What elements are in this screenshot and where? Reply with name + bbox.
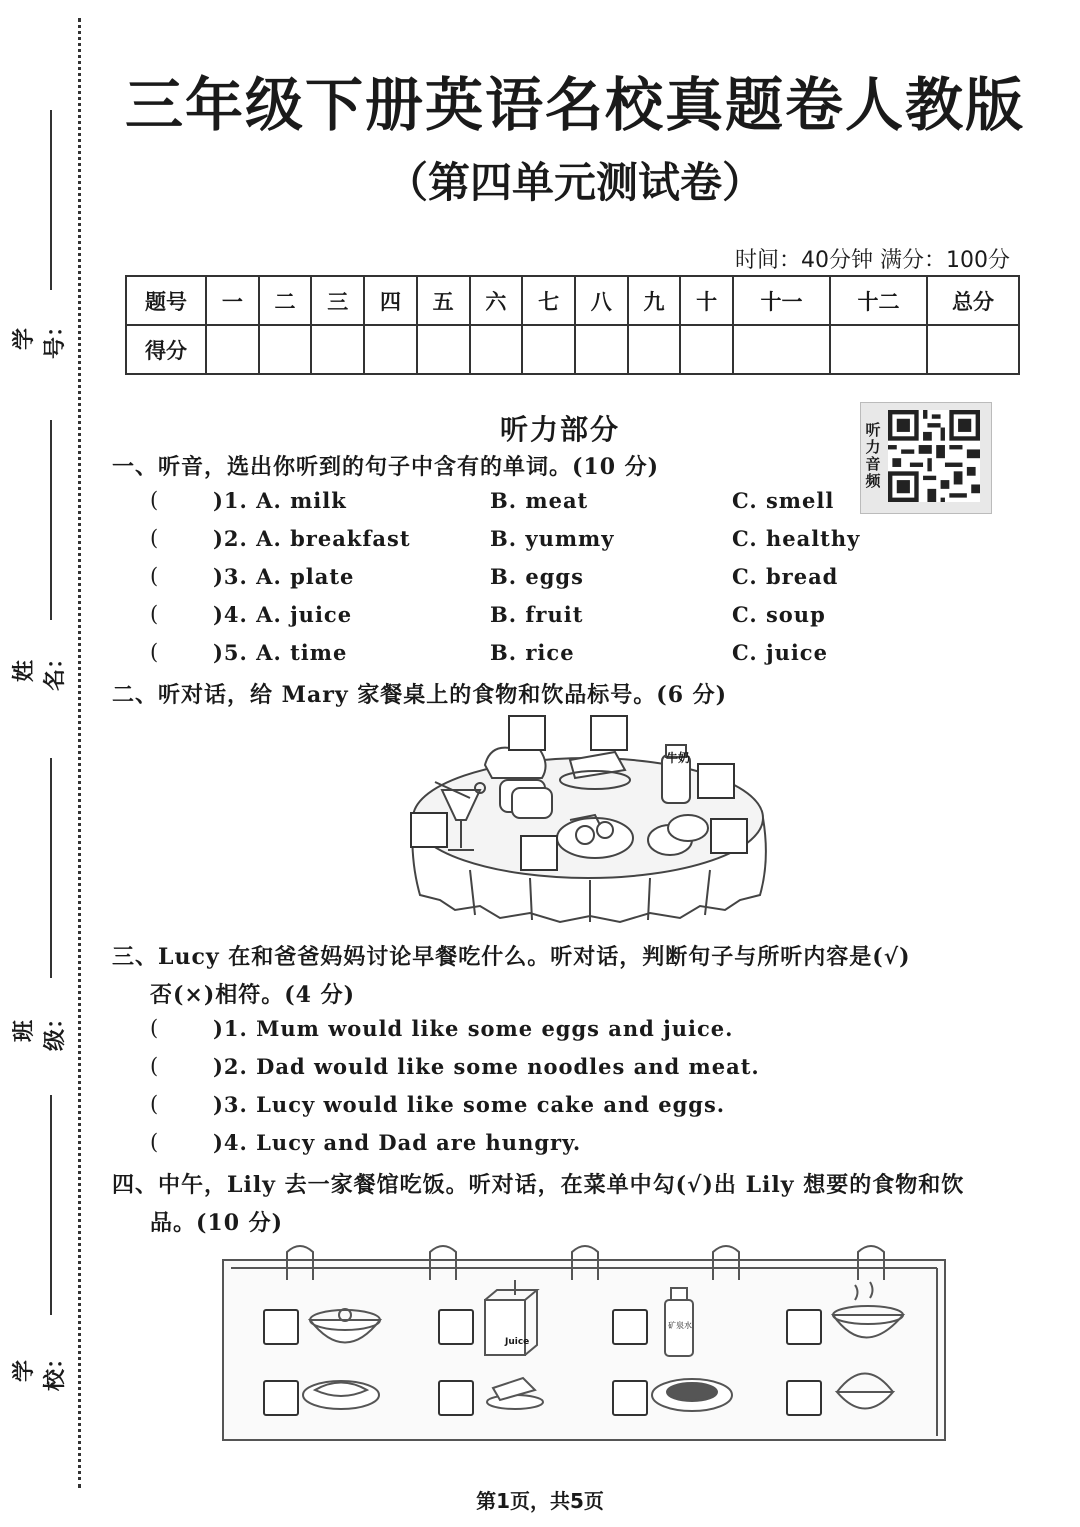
score-table-col: 四 xyxy=(364,276,417,325)
q3-title-continued: 否(×)相符。(4 分) xyxy=(150,982,356,1008)
water-bottle-label: 矿泉水 xyxy=(668,1321,692,1330)
score-cell[interactable] xyxy=(364,325,417,374)
school-label: 学校： xyxy=(12,1346,68,1391)
label-box[interactable] xyxy=(697,763,735,799)
score-table-row-label: 题号 xyxy=(126,276,206,325)
q1-item-2-c: C. healthy xyxy=(732,526,861,551)
qr-caption: 听力音频 xyxy=(865,421,881,490)
q1-item-2-a: )2. A. breakfast xyxy=(213,526,411,551)
score-table-col: 九 xyxy=(628,276,681,325)
school-line xyxy=(50,1095,52,1315)
score-cell[interactable] xyxy=(927,325,1019,374)
q1-item-4-b: B. fruit xyxy=(490,602,584,627)
milk-label-text: 牛奶 xyxy=(666,751,691,765)
score-cell[interactable] xyxy=(522,325,575,374)
q1-title: 一、听音，选出你听到的句子中含有的单词。(10 分) xyxy=(112,454,660,480)
score-cell[interactable] xyxy=(628,325,681,374)
name-line xyxy=(50,420,52,620)
q1-item-2-b: B. yummy xyxy=(490,526,615,551)
q1-item-1-b: B. meat xyxy=(490,488,589,513)
q3-item-1: )1. Mum would like some eggs and juice. xyxy=(213,1016,734,1041)
score-table-row-label: 得分 xyxy=(126,325,206,374)
label-box[interactable] xyxy=(508,715,546,751)
q1-item-3-a: )3. A. plate xyxy=(213,564,355,589)
score-cell[interactable] xyxy=(680,325,733,374)
q1-item-4-c: C. soup xyxy=(732,602,826,627)
section-title: 听力部分 xyxy=(500,413,621,446)
q1-item-5-b: B. rice xyxy=(490,640,575,665)
answer-paren[interactable]: ( xyxy=(150,526,159,550)
score-table-col: 七 xyxy=(522,276,575,325)
score-table-col: 三 xyxy=(311,276,364,325)
q1-item-5-c: C. juice xyxy=(732,640,828,665)
q4-title: 四、中午，Lily 去一家餐馆吃饭。听对话，在菜单中勾(√)出 Lily 想要的食物和饮 xyxy=(112,1172,965,1198)
menu-checkbox[interactable] xyxy=(612,1309,648,1345)
answer-paren[interactable]: ( xyxy=(150,1054,159,1078)
class-line xyxy=(50,758,52,978)
menu-board-illustration xyxy=(215,1240,955,1450)
score-cell[interactable] xyxy=(733,325,830,374)
q1-item-1-a: )1. A. milk xyxy=(213,488,347,513)
menu-checkbox[interactable] xyxy=(438,1380,474,1416)
menu-checkbox[interactable] xyxy=(263,1380,299,1416)
score-table-col: 十一 xyxy=(733,276,830,325)
answer-paren[interactable]: ( xyxy=(150,488,159,512)
score-cell[interactable] xyxy=(417,325,470,374)
q1-item-4-a: )4. A. juice xyxy=(213,602,353,627)
score-table-header-row xyxy=(126,276,1019,325)
q1-item-5-a: )5. A. time xyxy=(213,640,348,665)
q4-title-continued: 品。(10 分) xyxy=(150,1210,284,1236)
q3-item-3: )3. Lucy would like some cake and eggs. xyxy=(213,1092,726,1117)
answer-paren[interactable]: ( xyxy=(150,1016,159,1040)
score-table-col: 十二 xyxy=(830,276,927,325)
answer-paren[interactable]: ( xyxy=(150,564,159,588)
score-table-col: 一 xyxy=(206,276,259,325)
q1-item-3-b: B. eggs xyxy=(490,564,584,589)
score-cell[interactable] xyxy=(311,325,364,374)
menu-checkbox[interactable] xyxy=(438,1309,474,1345)
student-id-label: 学号： xyxy=(12,314,68,359)
q2-title: 二、听对话，给 Mary 家餐桌上的食物和饮品标号。(6 分) xyxy=(112,682,728,708)
score-table-col: 总分 xyxy=(927,276,1019,325)
score-cell[interactable] xyxy=(575,325,628,374)
score-cell[interactable] xyxy=(830,325,927,374)
score-cell[interactable] xyxy=(470,325,523,374)
time-score-info: 时间：40分钟 满分：100分 xyxy=(735,248,1010,273)
menu-checkbox[interactable] xyxy=(786,1309,822,1345)
score-table-col: 六 xyxy=(470,276,523,325)
label-box[interactable] xyxy=(710,818,748,854)
score-table-col: 五 xyxy=(417,276,470,325)
menu-checkbox[interactable] xyxy=(263,1309,299,1345)
score-table-col: 二 xyxy=(259,276,312,325)
q3-item-2: )2. Dad would like some noodles and meat. xyxy=(213,1054,760,1079)
score-table-col: 八 xyxy=(575,276,628,325)
answer-paren[interactable]: ( xyxy=(150,1130,159,1154)
menu-checkbox[interactable] xyxy=(786,1380,822,1416)
score-table-score-row xyxy=(126,325,1019,374)
answer-paren[interactable]: ( xyxy=(150,640,159,664)
score-table-col: 十 xyxy=(680,276,733,325)
score-table xyxy=(125,275,1020,375)
label-box[interactable] xyxy=(520,835,558,871)
answer-paren[interactable]: ( xyxy=(150,602,159,626)
q1-item-3-c: C. bread xyxy=(732,564,839,589)
q3-item-4: )4. Lucy and Dad are hungry. xyxy=(213,1130,582,1155)
page-footer: 第1页，共5页 xyxy=(476,1489,604,1513)
qr-code-icon[interactable] xyxy=(888,410,980,502)
label-box[interactable] xyxy=(410,812,448,848)
page-subtitle: （第四单元测试卷） xyxy=(385,158,764,207)
juice-box-label: Juice xyxy=(505,1337,530,1347)
binding-dotted-line xyxy=(78,18,81,1488)
score-cell[interactable] xyxy=(206,325,259,374)
name-label: 姓名： xyxy=(12,646,68,691)
menu-checkbox[interactable] xyxy=(612,1380,648,1416)
q1-item-1-c: C. smell xyxy=(732,488,835,513)
answer-paren[interactable]: ( xyxy=(150,1092,159,1116)
label-box[interactable] xyxy=(590,715,628,751)
class-label: 班级： xyxy=(12,1006,68,1051)
page-title: 三年级下册英语名校真题卷人教版 xyxy=(124,71,1025,139)
score-cell[interactable] xyxy=(259,325,312,374)
q3-title: 三、Lucy 在和爸爸妈妈讨论早餐吃什么。听对话，判断句子与所听内容是(√) xyxy=(112,944,911,970)
